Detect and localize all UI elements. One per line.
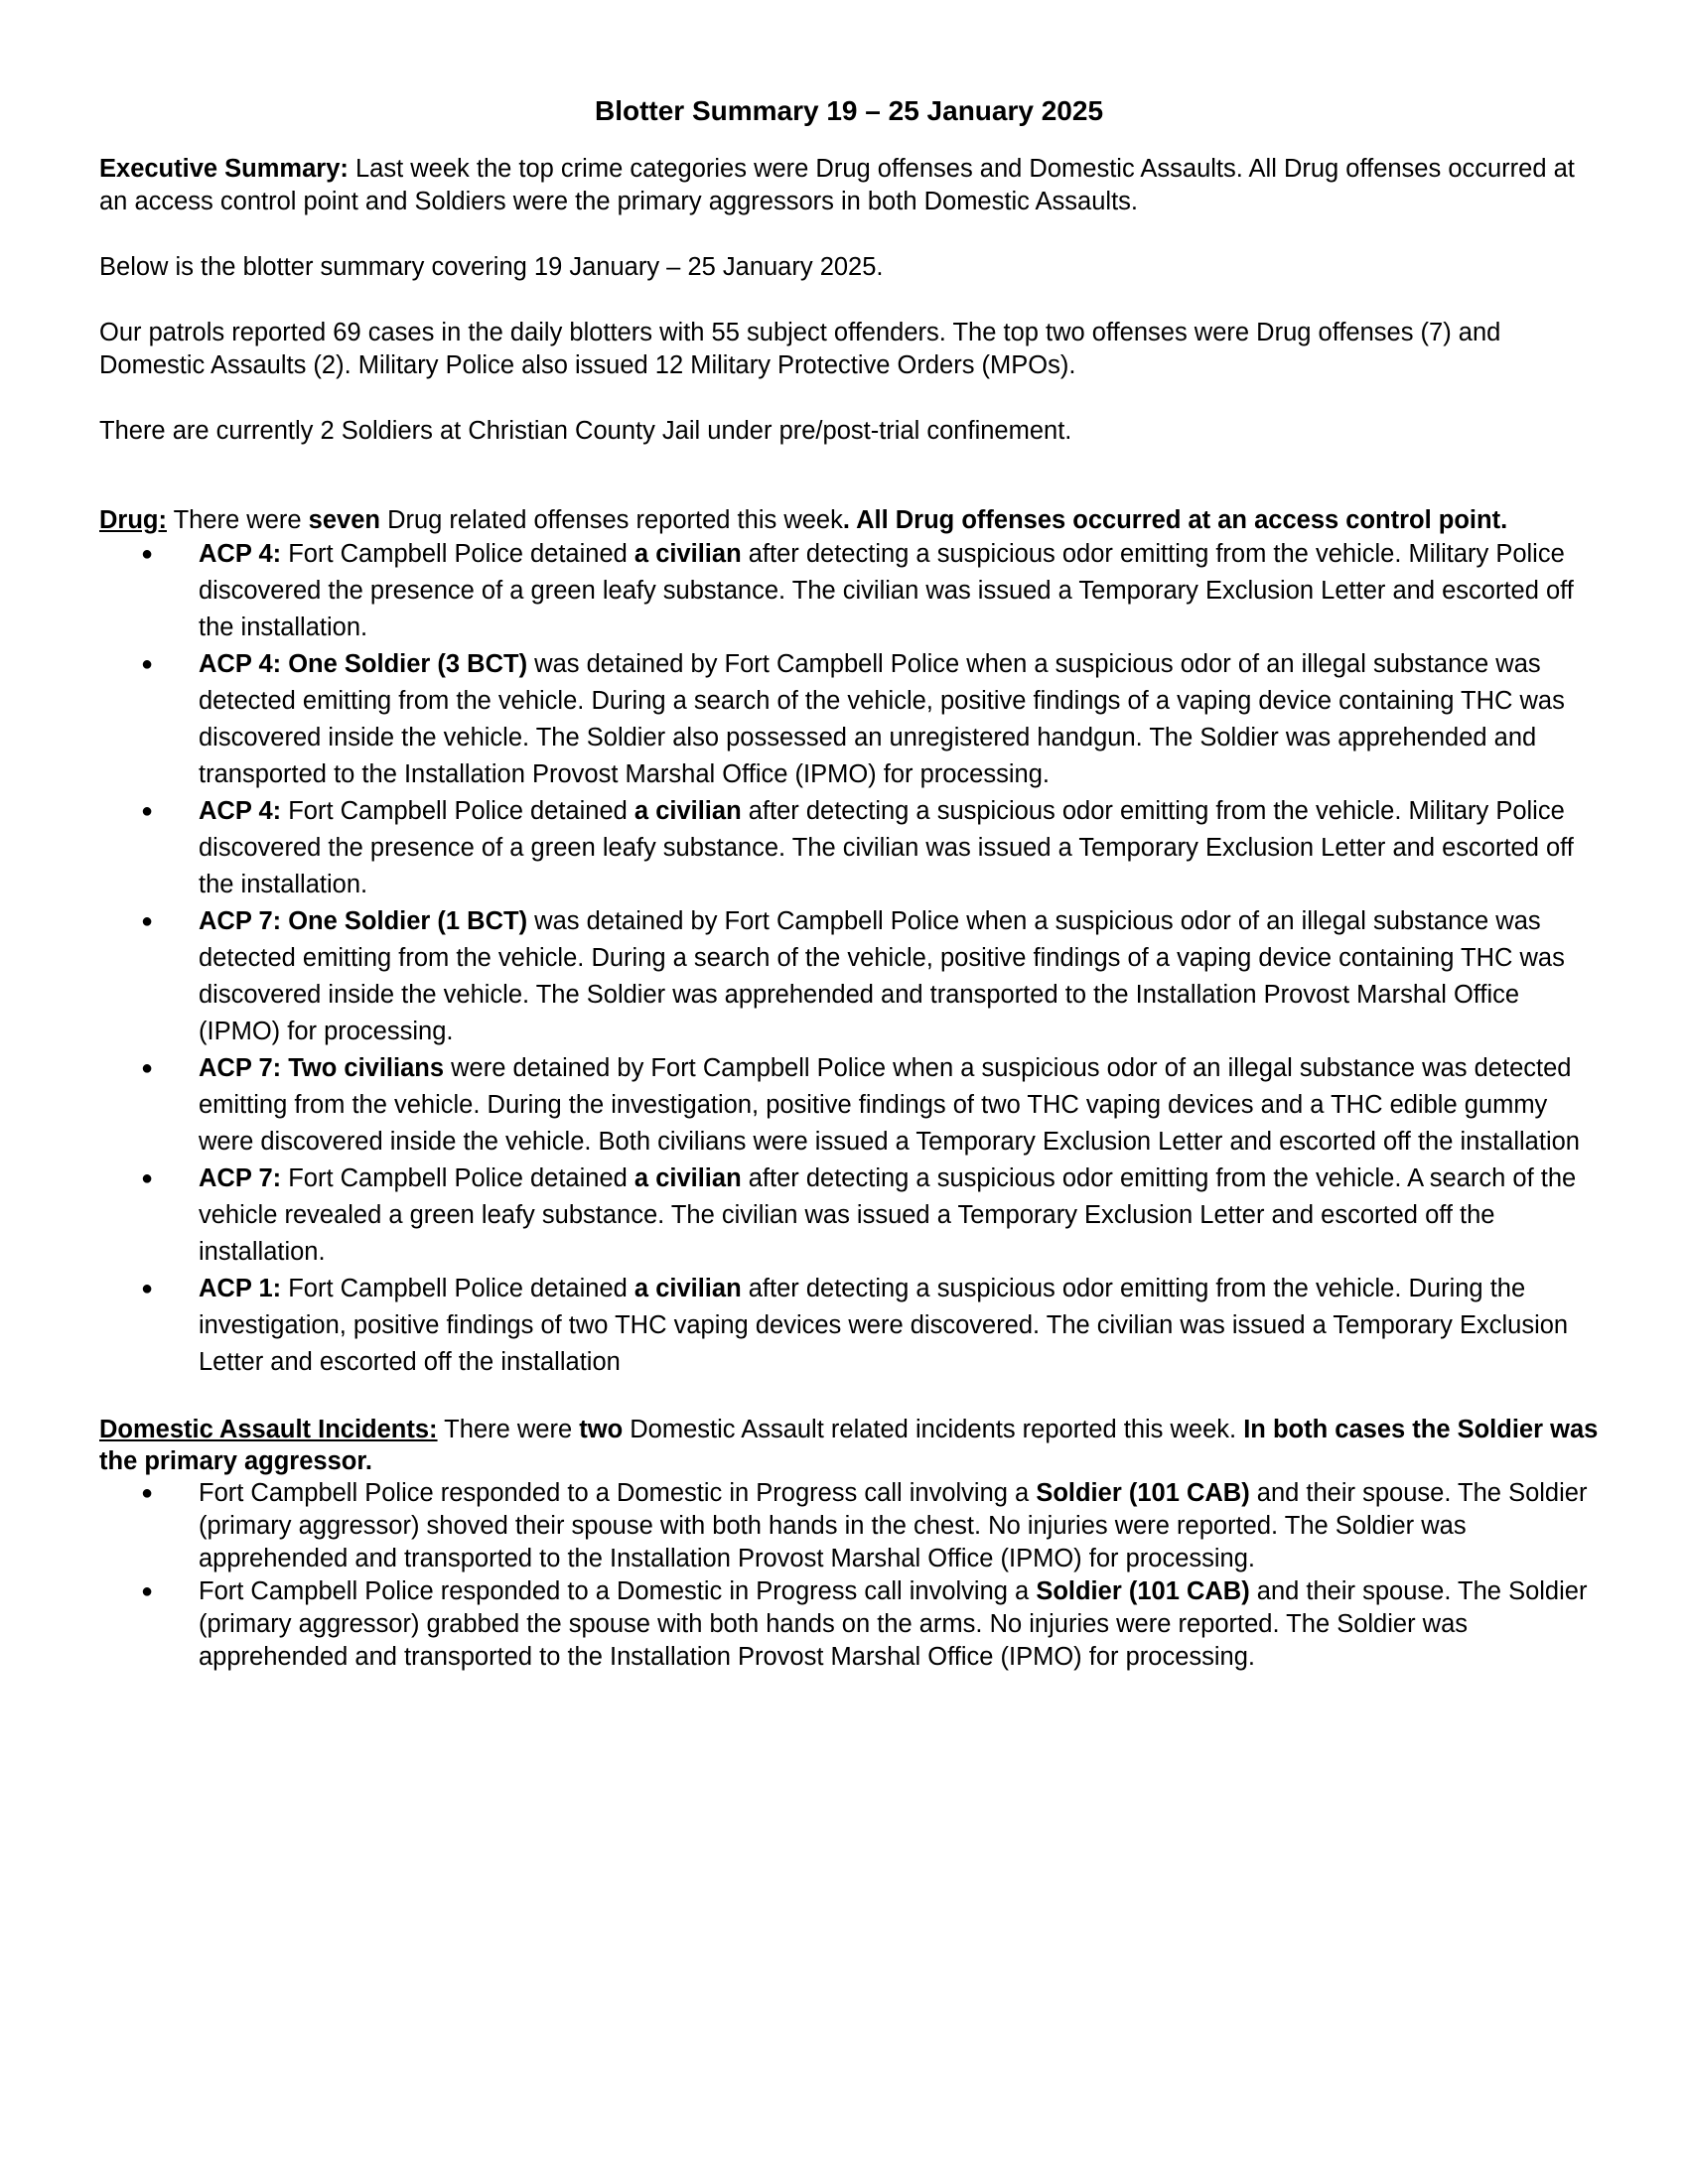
list-item (141, 1160, 1599, 1271)
incident-text: Fort Campbell Police detained (281, 797, 634, 825)
incident-subject: a civilian (633, 540, 742, 568)
incident-text: Fort Campbell Police responded to a Domestic in Progress call involving a (199, 1577, 1037, 1605)
incident-text: were detained by Fort Campbell Police when a suspicious odor of an illegal substance was detected emitting from the vehicle. During the investigation, positive findings of two THC vaping devices and a THC edible gummy were discovered inside the vehicle. Both civilians were issued a Temporary Exclusion Letter and escorted off the installation (199, 1054, 1580, 1156)
drug-heading-text: Drug related offenses reported this week (379, 506, 843, 534)
incident-location: ACP 7: (199, 1164, 282, 1192)
bullet-icon: ● (141, 543, 154, 565)
domestic-count: two (579, 1416, 624, 1443)
list-item (141, 646, 1599, 793)
incident-location: ACP 4: One Soldier (3 BCT) (199, 650, 528, 678)
incident-text: after detecting a suspicious odor emitting from the vehicle. During the investigation, positive findings of two THC vaping devices were discovered. The civilian was issued a Temporary Exclusion Letter and escorted off the installation (199, 1275, 1569, 1376)
list-item (141, 1271, 1599, 1381)
bullet-icon: ● (141, 1482, 154, 1504)
incident-text: after detecting a suspicious odor emitting from the vehicle. Military Police discovered the presence of a green leafy substance. The civilian was issued a Temporary Exclusion Letter and escorted off the installation. (199, 797, 1574, 898)
incident-text: after detecting a suspicious odor emitting from the vehicle. A search of the vehicle revealed a green leafy substance. The civilian was issued a Temporary Exclusion Letter and escorted off the installation. (199, 1164, 1577, 1266)
executive-summary-label: Executive Summary: (99, 155, 349, 183)
list-item (141, 1477, 1599, 1575)
incident-text: was detained by Fort Campbell Police when a suspicious odor of an illegal substance was detected emitting from the vehicle. During a search of the vehicle, positive findings of a vaping device containing THC was discovered inside the vehicle. The Soldier also possessed an unregistered handgun. The Soldier was apprehended and transported to the Installation Provost Marshal Office (IPMO) for processing. (199, 650, 1565, 788)
page-title: Blotter Summary 19 – 25 January 2025 (594, 95, 1104, 126)
document-body (99, 93, 1599, 1674)
executive-summary (99, 153, 1599, 218)
incident-text: was detained by Fort Campbell Police when a suspicious odor of an illegal substance was detected emitting from the vehicle. During a search of the vehicle, positive findings of a vaping device containing THC was discovered inside the vehicle. The Soldier was apprehended and transported to the Installation Provost Marshal Office (IPMO) for processing. (199, 907, 1565, 1045)
bullet-icon: ● (141, 800, 154, 822)
incident-subject: a civilian (633, 1164, 742, 1192)
domestic-heading-emphasis: In both cases the Soldier was the primary aggressor. (99, 1416, 1599, 1475)
incident-subject: a civilian (633, 1275, 742, 1302)
domestic-section-heading (99, 1414, 1599, 1477)
domestic-incident-list (99, 1477, 1599, 1674)
incident-location: ACP 4: (199, 797, 282, 825)
incident-subject: Soldier (101 CAB) (1036, 1479, 1250, 1507)
executive-summary-text: Last week the top crime categories were Drug offenses and Domestic Assaults. All Drug offenses occurred at an access control point and Soldiers were the primary aggressors in both Domestic Assaults. (99, 155, 1575, 215)
bullet-icon: ● (141, 1580, 154, 1602)
section-gap (99, 1381, 1599, 1414)
incident-location: ACP 7: Two civilians (199, 1054, 445, 1082)
drug-heading-text: There were (166, 506, 309, 534)
drug-count: seven (308, 506, 380, 534)
drug-heading-emphasis: . All Drug offenses occurred at an access control point. (842, 506, 1508, 534)
jail-paragraph: There are currently 2 Soldiers at Christian County Jail under pre/post-trial confinement. (99, 417, 1072, 445)
incident-text: Fort Campbell Police detained (281, 540, 634, 568)
section-gap (99, 480, 1599, 504)
list-item (141, 1575, 1599, 1674)
incident-location: ACP 1: (199, 1275, 282, 1302)
patrols-paragraph: Our patrols reported 69 cases in the daily blotters with 55 subject offenders. The top two offenses were Drug offenses (7) and Domestic Assaults (2). Military Police also issued 12 Military Protective Orders (MPOs). (99, 319, 1501, 379)
list-item (141, 793, 1599, 903)
bullet-icon: ● (141, 1167, 154, 1189)
list-item (141, 1050, 1599, 1160)
incident-text: and their spouse. The Soldier (primary aggressor) shoved their spouse with both hands in the chest. No injuries were reported. The Soldier was apprehended and transported to the Installation Provost Marshal Office (IPMO) for processing. (199, 1479, 1588, 1572)
domestic-heading-text: Domestic Assault related incidents reported this week. (623, 1416, 1244, 1443)
incident-location: ACP 7: One Soldier (1 BCT) (199, 907, 528, 935)
incident-text: and their spouse. The Soldier (primary aggressor) grabbed the spouse with both hands on the arms. No injuries were reported. The Soldier was apprehended and transported to the Installation Provost Marshal Office (IPMO) for processing. (199, 1577, 1588, 1671)
incident-location: ACP 4: (199, 540, 282, 568)
domestic-heading-label: Domestic Assault Incidents: (99, 1416, 438, 1443)
incident-subject: Soldier (101 CAB) (1036, 1577, 1250, 1605)
covering-paragraph: Below is the blotter summary covering 19 January – 25 January 2025. (99, 253, 884, 281)
bullet-icon: ● (141, 1057, 154, 1079)
drug-section-heading (99, 504, 1599, 536)
bullet-icon: ● (141, 653, 154, 675)
incident-subject: a civilian (633, 797, 742, 825)
incident-text: after detecting a suspicious odor emitting from the vehicle. Military Police discovered the presence of a green leafy substance. The civilian was issued a Temporary Exclusion Letter and escorted off the installation. (199, 540, 1574, 641)
drug-incident-list (99, 536, 1599, 1381)
bullet-icon: ● (141, 1278, 154, 1299)
incident-text: Fort Campbell Police detained (281, 1275, 634, 1302)
list-item (141, 536, 1599, 646)
section-gap (99, 448, 1599, 480)
drug-heading-label: Drug: (99, 506, 167, 534)
domestic-heading-text: There were (437, 1416, 580, 1443)
list-item (141, 903, 1599, 1050)
incident-text: Fort Campbell Police responded to a Domestic in Progress call involving a (199, 1479, 1037, 1507)
incident-text: Fort Campbell Police detained (281, 1164, 634, 1192)
bullet-icon: ● (141, 910, 154, 932)
